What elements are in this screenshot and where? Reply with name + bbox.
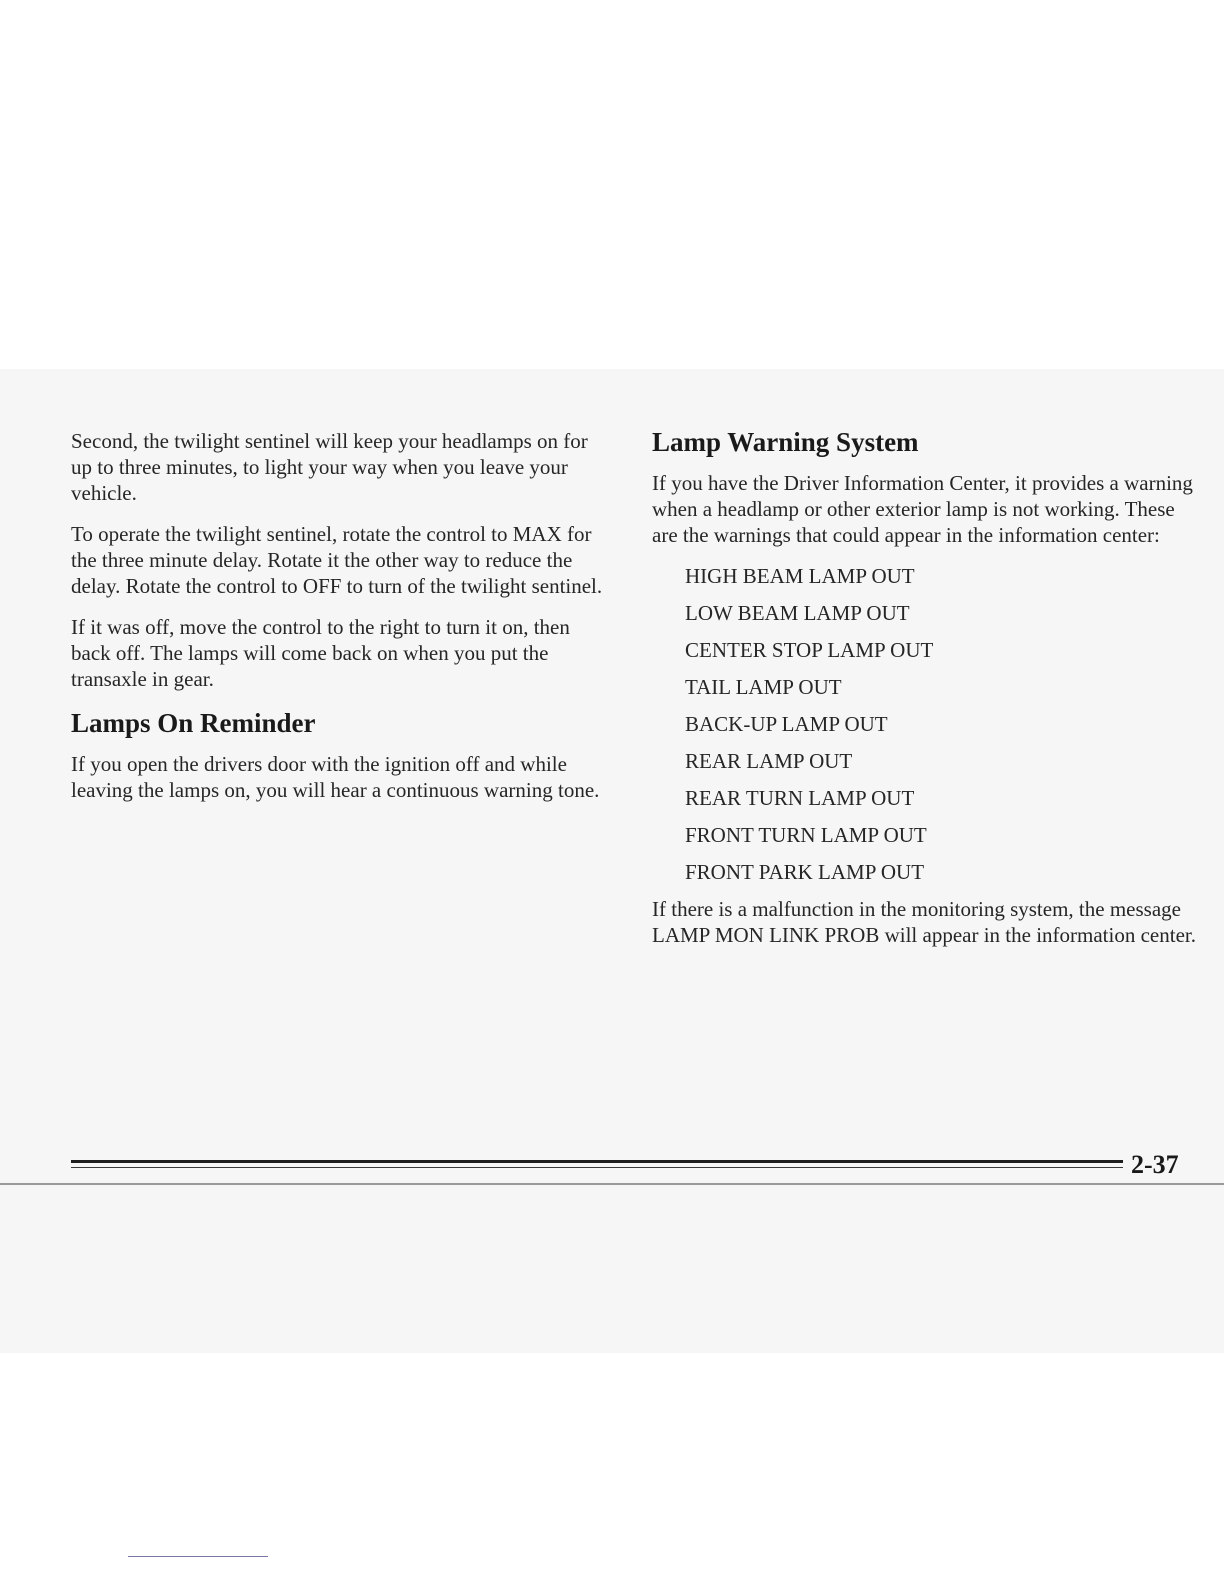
warning-message: TAIL LAMP OUT — [685, 675, 842, 699]
warning-message: LOW BEAM LAMP OUT — [685, 601, 910, 625]
right-column — [652, 428, 1197, 963]
footer-rule — [71, 1160, 1123, 1174]
warning-message: FRONT PARK LAMP OUT — [685, 860, 925, 884]
footer-rule-thin — [71, 1167, 1123, 1168]
paragraph-twilight-off: If it was off, move the control to the right to turn it on, then back off. The lamps will come back on when you put the transaxle in gear. — [71, 615, 570, 691]
warning-message: HIGH BEAM LAMP OUT — [685, 564, 915, 588]
warning-message: FRONT TURN LAMP OUT — [685, 823, 927, 847]
warning-message: REAR LAMP OUT — [685, 749, 853, 773]
paragraph-lamp-warning-intro: If you have the Driver Information Center, it provides a warning when a headlamp or other exterior lamp is not working. These are the warnings that could appear in the information center: — [652, 471, 1193, 547]
warning-message-list — [652, 563, 1197, 885]
warning-message: BACK-UP LAMP OUT — [685, 712, 888, 736]
page-number: 2-37 — [1131, 1150, 1179, 1179]
footer-stub-line — [128, 1556, 268, 1557]
left-column — [71, 428, 611, 818]
paragraph-lamps-on-reminder: If you open the drivers door with the ignition off and while leaving the lamps on, you will hear a continuous warning tone. — [71, 752, 600, 802]
scan-edge-line — [0, 1183, 1224, 1185]
heading-lamps-on-reminder: Lamps On Reminder — [71, 708, 316, 738]
heading-lamp-warning-system: Lamp Warning System — [652, 427, 919, 457]
paragraph-twilight-operation: To operate the twilight sentinel, rotate the control to MAX for the three minute delay. Rotate it the other way to reduce the delay. Rotate the control to OFF to turn of the twilight sentinel. — [71, 522, 603, 598]
paragraph-monitoring-malfunction: If there is a malfunction in the monitoring system, the message LAMP MON LINK PROB will appear in the information center. — [652, 897, 1196, 947]
paragraph-twilight-delay: Second, the twilight sentinel will keep your headlamps on for up to three minutes, to light your way when you leave your vehicle. — [71, 429, 588, 505]
warning-message: REAR TURN LAMP OUT — [685, 786, 915, 810]
footer-rule-thick — [71, 1160, 1123, 1163]
warning-message: CENTER STOP LAMP OUT — [685, 638, 934, 662]
